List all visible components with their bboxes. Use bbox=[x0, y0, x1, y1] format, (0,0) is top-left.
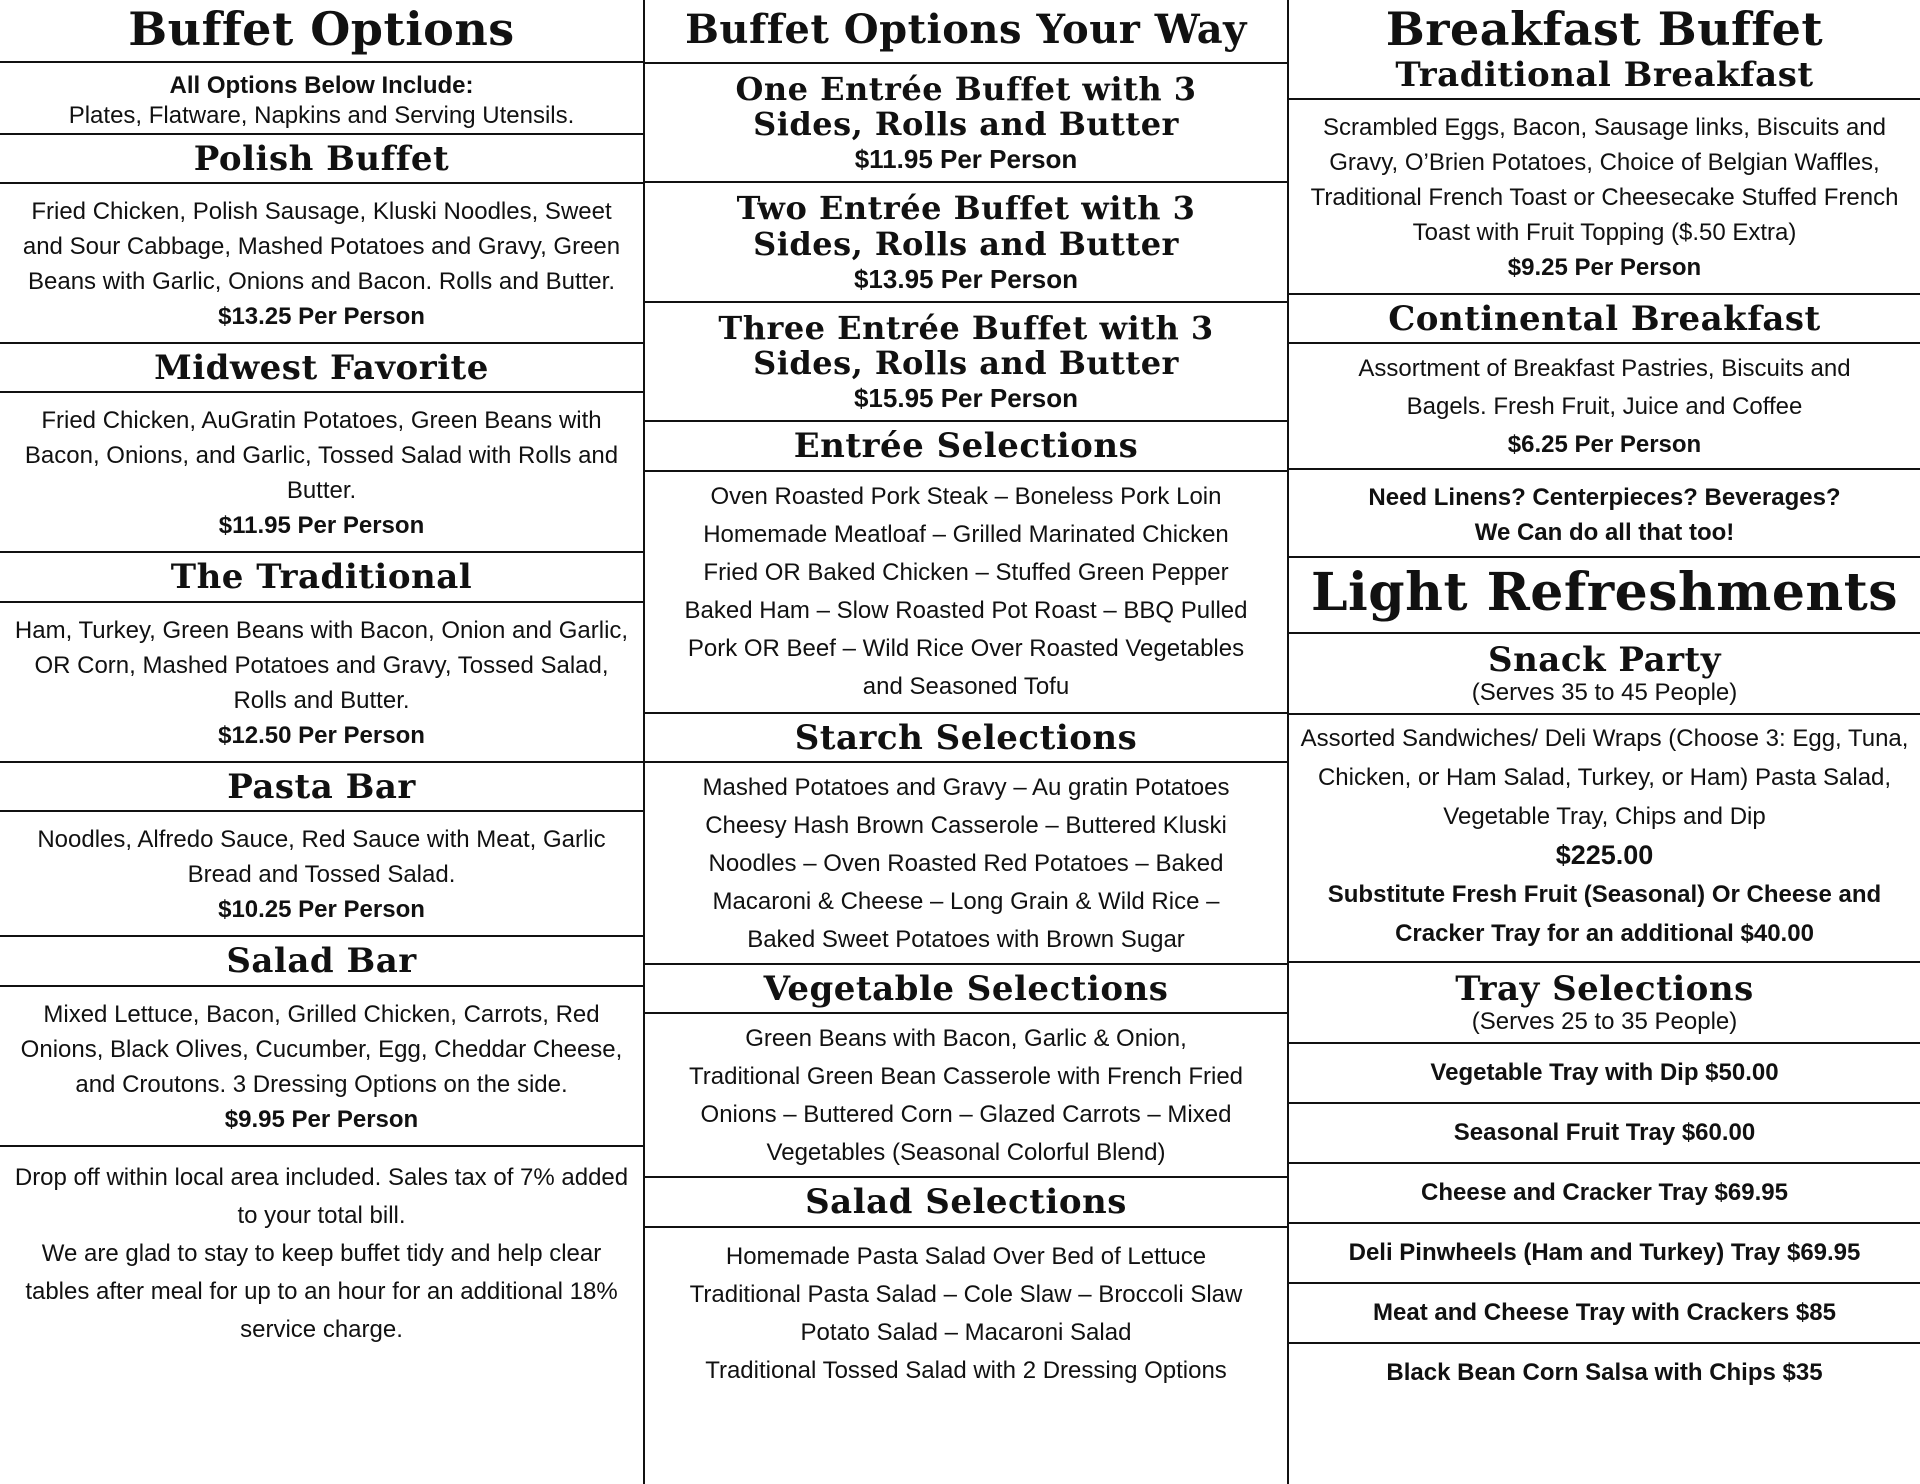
linens-line-2: We Can do all that too! bbox=[1474, 519, 1735, 547]
tray-item: Deli Pinwheels (Ham and Turkey) Tray $69.95 bbox=[1289, 1224, 1920, 1284]
pasta-bar-title: Pasta Bar bbox=[227, 766, 416, 807]
tray-selections-title: Tray Selections bbox=[1455, 968, 1754, 1009]
footer-note-service: We are glad to stay to keep buffet tidy and help clear tables after meal for up to an hour for an additional 18% service charge. bbox=[25, 1239, 618, 1343]
linens-note bbox=[1289, 470, 1920, 558]
salad-line: Homemade Pasta Salad Over Bed of Lettuce bbox=[725, 1242, 1207, 1270]
tray-item: Vegetable Tray with Dip $50.00 bbox=[1289, 1044, 1920, 1104]
breakfast-column bbox=[1287, 0, 1920, 1484]
salad-line: Traditional Pasta Salad – Cole Slaw – Broccoli Slaw bbox=[689, 1280, 1243, 1308]
tray-item: Seasonal Fruit Tray $60.00 bbox=[1289, 1104, 1920, 1164]
vegetable-line: Vegetables (Seasonal Colorful Blend) bbox=[766, 1139, 1166, 1167]
snack-party-price: $225.00 bbox=[1555, 839, 1654, 870]
polish-buffet-title-box bbox=[0, 135, 643, 184]
salad-bar-body bbox=[0, 987, 643, 1147]
traditional-body bbox=[0, 603, 643, 763]
continental-breakfast-price: $6.25 Per Person bbox=[1507, 431, 1702, 459]
traditional-breakfast-title-box bbox=[1289, 55, 1920, 100]
traditional-breakfast-title: Traditional Breakfast bbox=[1395, 54, 1814, 95]
entree-line: Oven Roasted Pork Steak – Boneless Pork Loin bbox=[710, 482, 1222, 510]
salad-bar-title-box bbox=[0, 937, 643, 986]
footer-note-delivery: Drop off within local area included. Sales tax of 7% added to your total bill. bbox=[14, 1163, 629, 1229]
entree-selections-body bbox=[645, 472, 1287, 714]
buffet-options-title: Buffet Options bbox=[128, 2, 515, 56]
traditional-breakfast-desc: Scrambled Eggs, Bacon, Sausage links, Biscuits and Gravy, O’Brien Potatoes, Choice of Belgian Waffles, Traditional French Toast or Cheesecake Stuffed French Toast with Fruit Topping ($.50 Extra) bbox=[1310, 113, 1899, 246]
starch-line: Noodles – Oven Roasted Red Potatoes – Baked bbox=[708, 849, 1224, 877]
two-entree-option bbox=[645, 183, 1287, 302]
snack-party-desc: Assorted Sandwiches/ Deli Wraps (Choose 3: Egg, Tuna, Chicken, or Ham Salad, Turkey, or Ham) Pasta Salad, Vegetable Tray, Chips and Dip bbox=[1300, 724, 1909, 830]
starch-line: Macaroni & Cheese – Long Grain & Wild Rice – bbox=[712, 887, 1220, 915]
entree-line: Pork OR Beef – Wild Rice Over Roasted Vegetables bbox=[687, 634, 1245, 662]
salad-bar-title: Salad Bar bbox=[226, 941, 417, 982]
polish-buffet-desc: Fried Chicken, Polish Sausage, Kluski Noodles, Sweet and Sour Cabbage, Mashed Potatoes and Gravy, Green Beans with Garlic, Onions and Bacon. Rolls and Butter. bbox=[22, 197, 621, 295]
entree-line: and Seasoned Tofu bbox=[862, 672, 1070, 700]
starch-selections-body bbox=[645, 763, 1287, 965]
traditional-title: The Traditional bbox=[170, 557, 473, 598]
traditional-breakfast-price: $9.25 Per Person bbox=[1507, 253, 1702, 281]
snack-party-section bbox=[1289, 634, 1920, 715]
entree-selections-title-box bbox=[645, 422, 1287, 471]
snack-party-title: Snack Party bbox=[1488, 639, 1721, 680]
vegetable-selections-title-box bbox=[645, 965, 1287, 1014]
one-entree-title: One Entrée Buffet with 3 Sides, Rolls and Butter bbox=[735, 70, 1197, 144]
traditional-title-box bbox=[0, 553, 643, 602]
linens-line-1: Need Linens? Centerpieces? Beverages? bbox=[1368, 484, 1841, 512]
two-entree-title: Two Entrée Buffet with 3 Sides, Rolls and Butter bbox=[736, 189, 1196, 263]
footer-notes bbox=[0, 1147, 643, 1484]
pasta-bar-body bbox=[0, 812, 643, 937]
vegetable-line: Traditional Green Bean Casserole with French Fried bbox=[688, 1063, 1244, 1091]
traditional-desc: Ham, Turkey, Green Beans with Bacon, Onion and Garlic, OR Corn, Mashed Potatoes and Gravy, Tossed Salad, Rolls and Butter. bbox=[14, 616, 629, 714]
traditional-breakfast-body bbox=[1289, 100, 1920, 295]
breakfast-buffet-title: Breakfast Buffet bbox=[1385, 2, 1824, 56]
buffet-options-column bbox=[0, 0, 643, 1484]
salad-bar-price: $9.95 Per Person bbox=[224, 1105, 419, 1133]
continental-breakfast-title-box bbox=[1289, 295, 1920, 344]
light-refreshments-header bbox=[1289, 558, 1920, 633]
starch-selections-title: Starch Selections bbox=[794, 717, 1138, 758]
polish-buffet-title: Polish Buffet bbox=[193, 138, 450, 179]
pasta-bar-desc: Noodles, Alfredo Sauce, Red Sauce with Meat, Garlic Bread and Tossed Salad. bbox=[37, 826, 606, 889]
includes-section bbox=[0, 63, 643, 135]
pasta-bar-price: $10.25 Per Person bbox=[218, 896, 425, 924]
entree-line: Fried OR Baked Chicken – Stuffed Green Pepper bbox=[703, 558, 1229, 586]
continental-breakfast-title: Continental Breakfast bbox=[1388, 298, 1821, 339]
salad-line: Potato Salad – Macaroni Salad bbox=[800, 1318, 1132, 1346]
snack-party-body bbox=[1289, 715, 1920, 963]
includes-text: Plates, Flatware, Napkins and Serving Utensils. bbox=[68, 101, 575, 129]
tray-selections-header bbox=[1289, 963, 1920, 1044]
tray-selections-serves: (Serves 25 to 35 People) bbox=[1471, 1008, 1738, 1036]
tray-item: Cheese and Cracker Tray $69.95 bbox=[1289, 1164, 1920, 1224]
continental-breakfast-body bbox=[1289, 344, 1920, 470]
three-entree-title: Three Entrée Buffet with 3 Sides, Rolls and Butter bbox=[718, 308, 1214, 382]
salad-selections-title-box bbox=[645, 1178, 1287, 1227]
salad-line: Traditional Tossed Salad with 2 Dressing Options bbox=[705, 1356, 1227, 1384]
two-entree-price: $13.95 Per Person bbox=[853, 263, 1079, 294]
light-refreshments-title: Light Refreshments bbox=[1310, 562, 1899, 624]
includes-heading: All Options Below Include: bbox=[169, 71, 474, 99]
vegetable-line: Onions – Buttered Corn – Glazed Carrots – Mixed bbox=[700, 1101, 1232, 1129]
breakfast-header bbox=[1289, 0, 1920, 55]
one-entree-price: $11.95 Per Person bbox=[854, 144, 1078, 175]
three-entree-price: $15.95 Per Person bbox=[853, 383, 1079, 414]
tray-item: Black Bean Corn Salsa with Chips $35 bbox=[1386, 1359, 1823, 1387]
vegetable-selections-body bbox=[645, 1014, 1287, 1178]
three-entree-option bbox=[645, 303, 1287, 422]
traditional-price: $12.50 Per Person bbox=[218, 721, 425, 749]
your-way-title: Buffet Options Your Way bbox=[685, 6, 1247, 53]
snack-party-substitute: Substitute Fresh Fruit (Seasonal) Or Cheese and Cracker Tray for an additional $40.00 bbox=[1327, 880, 1882, 947]
entree-selections-title: Entrée Selections bbox=[793, 426, 1139, 467]
midwest-favorite-price: $11.95 Per Person bbox=[218, 512, 425, 540]
vegetable-selections-title: Vegetable Selections bbox=[763, 968, 1169, 1009]
midwest-favorite-title-box bbox=[0, 344, 643, 393]
midwest-favorite-desc: Fried Chicken, AuGratin Potatoes, Green Beans with Bacon, Onions, and Garlic, Tossed Salad with Rolls and Butter. bbox=[24, 407, 619, 505]
buffet-your-way-column bbox=[643, 0, 1287, 1484]
starch-selections-title-box bbox=[645, 714, 1287, 763]
polish-buffet-body bbox=[0, 184, 643, 344]
salad-selections-title: Salad Selections bbox=[805, 1182, 1127, 1223]
starch-line: Mashed Potatoes and Gravy – Au gratin Potatoes bbox=[702, 773, 1230, 801]
snack-party-serves: (Serves 35 to 45 People) bbox=[1471, 678, 1738, 706]
tray-item: Meat and Cheese Tray with Crackers $85 bbox=[1289, 1284, 1920, 1344]
your-way-header bbox=[645, 0, 1287, 64]
starch-line: Baked Sweet Potatoes with Brown Sugar bbox=[747, 925, 1185, 953]
polish-buffet-price: $13.25 Per Person bbox=[218, 302, 425, 330]
midwest-favorite-title: Midwest Favorite bbox=[154, 347, 489, 388]
entree-line: Baked Ham – Slow Roasted Pot Roast – BBQ Pulled bbox=[684, 596, 1248, 624]
vegetable-line: Green Beans with Bacon, Garlic & Onion, bbox=[745, 1025, 1187, 1053]
buffet-options-header bbox=[0, 0, 643, 63]
starch-line: Cheesy Hash Brown Casserole – Buttered Kluski bbox=[705, 811, 1227, 839]
midwest-favorite-body bbox=[0, 393, 643, 553]
salad-bar-desc: Mixed Lettuce, Bacon, Grilled Chicken, Carrots, Red Onions, Black Olives, Cucumber, Egg, Cheddar Cheese, and Croutons. 3 Dressing Options on the side. bbox=[20, 1000, 623, 1098]
pasta-bar-title-box bbox=[0, 763, 643, 812]
one-entree-option bbox=[645, 64, 1287, 183]
continental-breakfast-desc: Assortment of Breakfast Pastries, Biscuits and Bagels. Fresh Fruit, Juice and Coffee bbox=[1358, 355, 1851, 421]
entree-line: Homemade Meatloaf – Grilled Marinated Chicken bbox=[703, 520, 1229, 548]
salad-selections-body bbox=[645, 1228, 1287, 1484]
